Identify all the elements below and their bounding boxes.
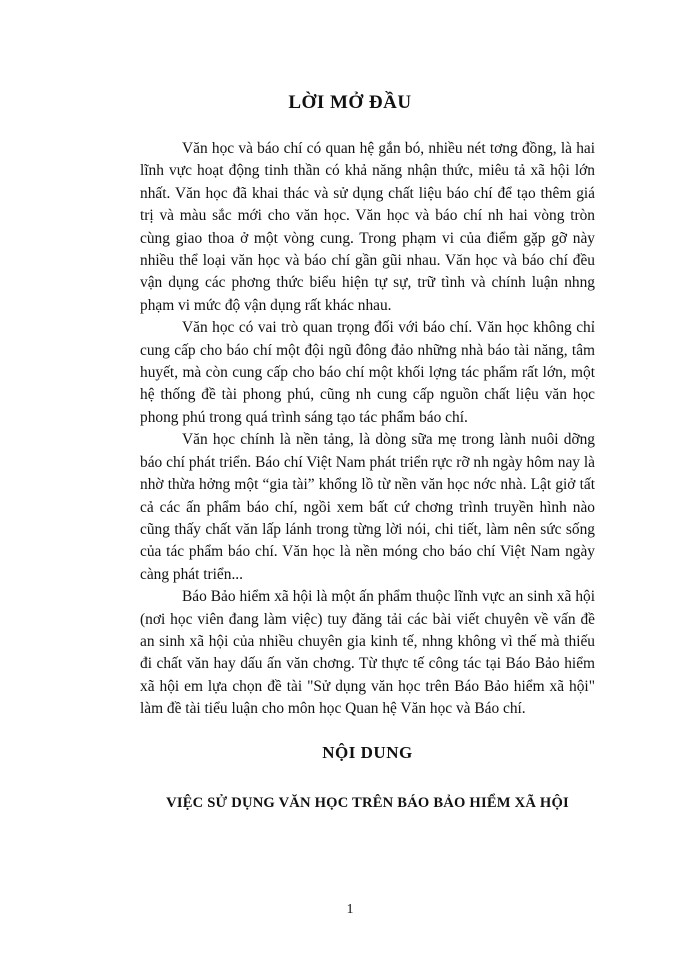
body-text bbox=[140, 138, 595, 721]
paragraph-2: Văn học có vai trò quan trọng đối với báo chí. Văn học không chỉ cung cấp cho báo chí một đội ngũ đông đảo những nhà báo tài năng, tâm huyết, mà còn cung cấp cho báo chí một khối lợng tác phẩm rất lớn, một hệ thống đề tài phong phú, cũng nh cung cấp nguồn chất liệu văn học phong phú trong quá trình sáng tạo tác phẩm báo chí. bbox=[140, 319, 595, 426]
paragraph-1: Văn học và báo chí có quan hệ gắn bó, nhiều nét tơng đồng, là hai lĩnh vực hoạt động tinh thần có khả năng nhận thức, miêu tả xã hội lớn nhất. Văn học đã khai thác và sử dụng chất liệu báo chí để tạo thêm giá trị và màu sắc mới cho văn học. Văn học và báo chí nh hai vòng tròn cùng giao thoa ở một vòng cung. Trong phạm vi của điểm gặp gỡ này nhiều thể loại văn học và báo chí gần gũi nhau. Văn học và báo chí đều vận dụng các phơng thức biểu hiện tự sự, trữ tình và chính luận nhng phạm vi mức độ vận dụng rất khác nhau. bbox=[140, 140, 595, 314]
page-number: 1 bbox=[346, 902, 354, 917]
section-subheading: VIỆC SỬ DỤNG VĂN HỌC TRÊN BÁO BẢO HIỂM XÃ HỘI bbox=[166, 795, 569, 811]
paragraph-3: Văn học chính là nền tảng, là dòng sữa mẹ trong lành nuôi dỡng báo chí phát triển. Báo chí Việt Nam phát triển rực rỡ nh ngày hôm nay là nhờ thừa hởng một “gia tài” khổng lồ từ nền văn học nớc nhà. Lật giở tất cả các ấn phẩm báo chí, ngồi xem bất cứ chơng trình truyền hình nào cũng thấy chất văn lấp lánh trong từng lời nói, chi tiết, làm nên sức sống của tác phẩm báo chí. Văn học là nền móng cho báo chí Việt Nam ngày càng phát triển... bbox=[140, 431, 595, 583]
content-heading: NỘI DUNG bbox=[322, 743, 413, 762]
paragraph-4: Báo Bảo hiểm xã hội là một ấn phẩm thuộc lĩnh vực an sinh xã hội (nơi học viên đang làm việc) tuy đăng tải các bài viết chuyên về vấn đề an sinh xã hội của nhiều chuyên gia kinh tế, nhng không vì thế mà thiếu đi chất văn hay dấu ấn văn chơng. Từ thực tế công tác tại Báo Bảo hiểm xã hội em lựa chọn đề tài "Sử dụng văn học trên Báo Bảo hiểm xã hội" làm đề tài tiểu luận cho môn học Quan hệ Văn học và Báo chí. bbox=[140, 588, 595, 718]
page-title: LỜI MỞ ĐẦU bbox=[288, 92, 412, 113]
